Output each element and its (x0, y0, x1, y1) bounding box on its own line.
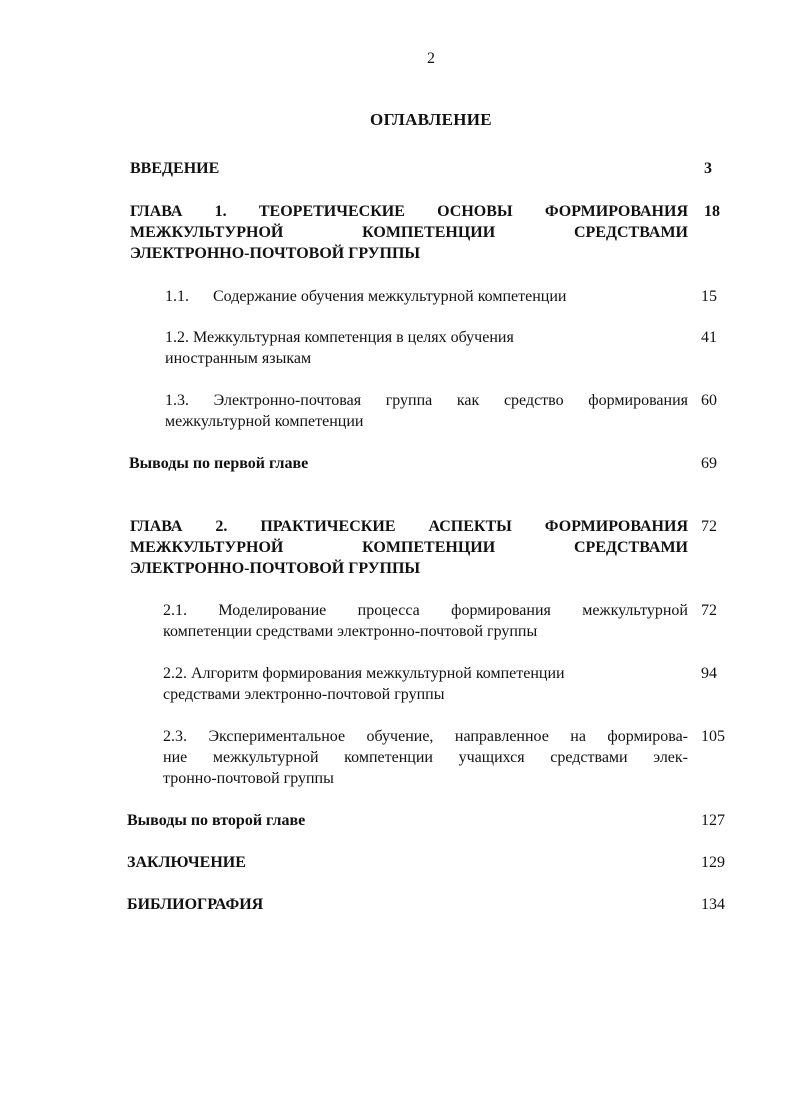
toc-entry-text: БИБЛИОГРАФИЯ (127, 896, 264, 913)
toc-entry-line: ГЛАВА 1. ТЕОРЕТИЧЕСКИЕ ОСНОВЫ ФОРМИРОВАНИЯ (130, 203, 688, 220)
toc-entry-page: 134 (701, 896, 725, 913)
toc-entry-page: 127 (701, 812, 725, 829)
toc-entry-line: ЭЛЕКТРОННО-ПОЧТОВОЙ ГРУППЫ (130, 560, 421, 577)
toc-entry-line: МЕЖКУЛЬТУРНОЙ КОМПЕТЕНЦИИ СРЕДСТВАМИ (130, 224, 688, 241)
toc-entry-number: 1.1. (165, 288, 189, 305)
toc-entry-line: 2.3. Экспериментальное обучение, направленное на формирова- (163, 728, 688, 745)
toc-entry-line: 1.2. Межкультурная компетенция в целях обучения (165, 329, 514, 346)
toc-entry-text: ВВЕДЕНИЕ (130, 160, 220, 177)
toc-entry-page: 15 (701, 288, 717, 305)
toc-entry-page: 94 (701, 665, 717, 682)
toc-entry-line: иностранным языкам (165, 350, 312, 367)
toc-entry-page: 129 (701, 854, 725, 871)
toc-entry-line: тронно-почтовой группы (163, 770, 334, 787)
toc-entry-page: 105 (701, 728, 725, 745)
toc-entry-page: 41 (701, 329, 717, 346)
toc-entry-page: 3 (704, 160, 712, 177)
toc-entry-text: Содержание обучения межкультурной компетенции (213, 288, 567, 305)
toc-entry-line: ЭЛЕКТРОННО-ПОЧТОВОЙ ГРУППЫ (130, 245, 421, 262)
toc-entry-line: 2.1. Моделирование процесса формирования межкультурной (163, 602, 688, 619)
page-number: 2 (427, 50, 435, 67)
toc-entry-page: 72 (701, 518, 717, 535)
toc-entry-line: 1.3. Электронно-почтовая группа как средство формирования (165, 392, 688, 409)
toc-entry-text: Выводы по первой главе (129, 455, 309, 472)
toc-entry-page: 72 (701, 602, 717, 619)
toc-entry-line: 2.2. Алгоритм формирования межкультурной компетенции (163, 665, 565, 682)
toc-entry-text: Выводы по второй главе (127, 812, 306, 829)
toc-entry-line: ние межкультурной компетенции учащихся средствами элек- (163, 749, 688, 766)
toc-entry-page: 69 (701, 455, 717, 472)
toc-entry-page: 60 (701, 392, 717, 409)
toc-entry-line: межкультурной компетенции (165, 413, 364, 430)
toc-entry-line: МЕЖКУЛЬТУРНОЙ КОМПЕТЕНЦИИ СРЕДСТВАМИ (130, 539, 688, 556)
toc-entry-line: компетенции средствами электронно-почтовой группы (163, 623, 538, 640)
toc-entry-text: ЗАКЛЮЧЕНИЕ (127, 854, 246, 871)
toc-title: ОГЛАВЛЕНИЕ (370, 110, 492, 129)
toc-entry-line: ГЛАВА 2. ПРАКТИЧЕСКИЕ АСПЕКТЫ ФОРМИРОВАНИЯ (130, 518, 688, 535)
toc-entry-page: 18 (704, 203, 720, 220)
toc-entry-line: средствами электронно-почтовой группы (163, 686, 445, 703)
